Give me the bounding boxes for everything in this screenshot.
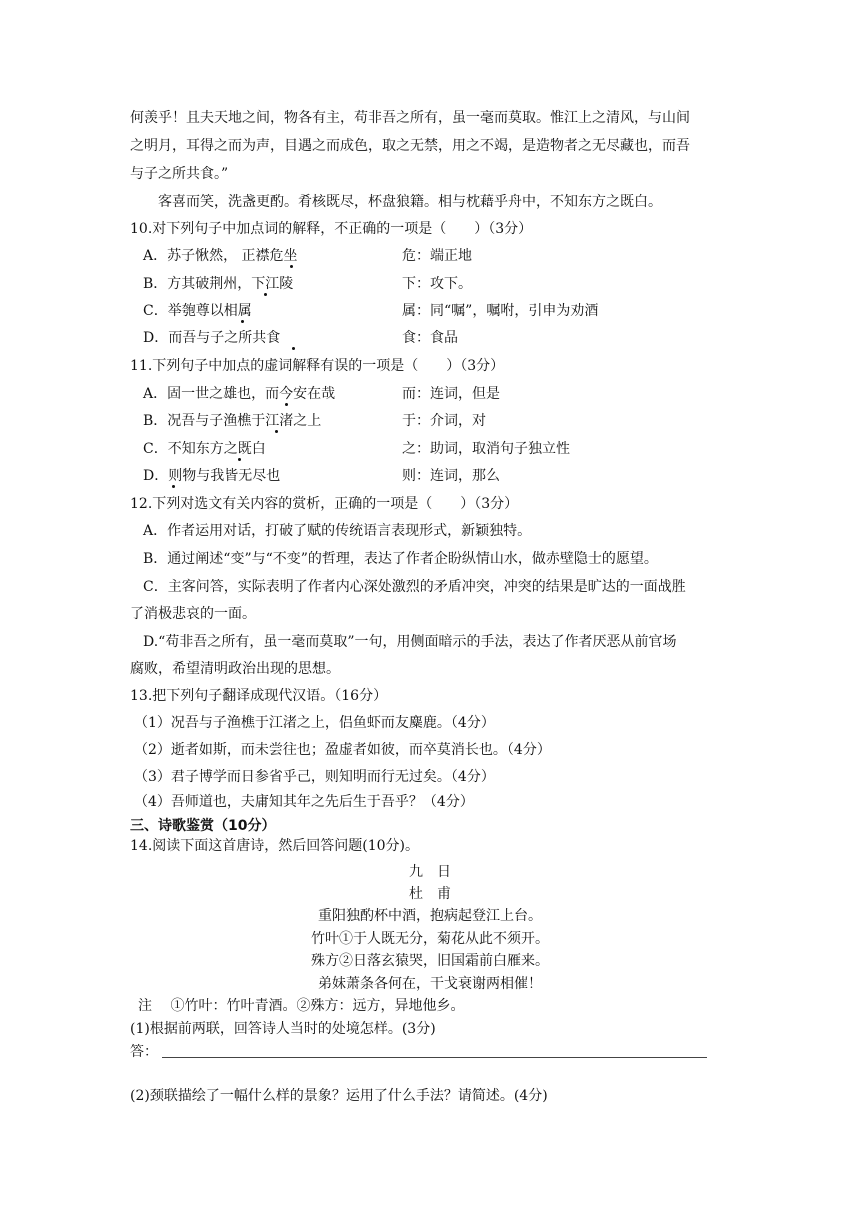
q12-option-b: B．通过阐述“变”与“不变”的哲理，表达了作者企盼纵情山水，做赤壁隐士的愿望。 <box>143 551 658 567</box>
q11-option-a: A．固一世之雄也，而今安在哉 <box>143 386 336 402</box>
emphasis-dot <box>275 430 278 433</box>
answer-line[interactable] <box>162 1057 707 1058</box>
emphasis-dot <box>290 265 293 268</box>
question-13-stem: 13.把下列句子翻译成现代汉语。（16分） <box>130 688 388 704</box>
q11-option-c: C．不知东方之既白 <box>143 441 266 457</box>
section-heading: 三、诗歌鉴赏（10分） <box>130 818 276 834</box>
q10-option-c: C．举匏尊以相属 <box>143 303 252 319</box>
q11-option-b-note: 于：介词，对 <box>402 413 486 429</box>
q11-option-c-note: 之：助词，取消句子独立性 <box>402 441 570 457</box>
q11-option-b: B．况吾与子渔樵于江渚之上 <box>143 413 322 429</box>
q10-option-a-note: 危：端正地 <box>402 248 472 264</box>
passage-line: 客喜而笑，洗盏更酌。肴核既尽，杯盘狼籍。相与枕藉乎舟中，不知东方之既白。 <box>158 194 662 210</box>
q10-option-a: A．苏子愀然， 正襟危坐 <box>143 248 298 264</box>
poem-title: 九 日 <box>409 864 451 880</box>
q10-option-b: B．方其破荆州，下江陵 <box>143 276 294 292</box>
q12-option-d: D.“苟非吾之所有，虽一毫而莫取”一句，用侧面暗示的手法，表达了作者厌恶从前官场 <box>143 634 677 650</box>
question-10-stem: 10.对下列句子中加点词的解释，不正确的一项是（ ）（3分） <box>130 221 533 237</box>
passage-line: 与子之所共食。” <box>130 166 229 182</box>
q10-option-c-note: 属：同“嘱”，嘱咐，引申为劝酒 <box>402 303 599 319</box>
q13-item: （4）吾师道也，夫庸知其年之先后生于吾乎？（4分） <box>134 794 474 810</box>
q11-option-d-note: 则：连词，那么 <box>402 468 500 484</box>
q13-item: （1）况吾与子渔樵于江渚之上，侣鱼虾而友麋鹿。（4分） <box>134 715 495 731</box>
q13-item: （2）逝者如斯，而未尝往也；盈虚者如彼，而卒莫消长也。（4分） <box>134 742 551 758</box>
question-14-stem: 14.阅读下面这首唐诗，然后回答问题(10分)。 <box>130 838 420 854</box>
poem-line: 竹叶①于人既无分，菊花从此不须开。 <box>311 931 549 947</box>
q13-item: （3）君子博学而日参省乎己，则知明而行无过矣。（4分） <box>134 769 495 785</box>
q10-option-b-note: 下：攻下。 <box>402 276 472 292</box>
passage-line: 之明月，耳得之而为声，目遇之而成色，取之无禁，用之不竭，是造物者之无尽藏也，而吾 <box>130 138 690 154</box>
q12-option-c-cont: 了消极悲哀的一面。 <box>130 606 256 622</box>
q11-option-d: D．则物与我皆无尽也 <box>143 468 281 484</box>
poem-note: 注 ①竹叶：竹叶青酒。②殊方：远方，异地他乡。 <box>138 998 465 1014</box>
q10-option-d: D．而吾与子之所共食 <box>143 330 281 346</box>
passage-line: 何羡乎！且夫天地之间，物各有主，苟非吾之所有，虽一毫而莫取。惟江上之清风，与山间 <box>130 110 690 126</box>
q10-option-d-note: 食：食品 <box>402 330 458 346</box>
question-11-stem: 11.下列句子中加点的虚词解释有误的一项是（ ）（3分） <box>130 358 505 374</box>
emphasis-dot <box>264 293 267 296</box>
emphasis-dot <box>285 403 288 406</box>
q12-option-a: A．作者运用对话，打破了赋的传统语言表现形式，新颖独特。 <box>143 523 532 539</box>
emphasis-dot <box>172 485 175 488</box>
emphasis-dot <box>292 347 295 350</box>
q14-sub-question-1: (1)根据前两联，回答诗人当时的处境怎样。(3分) <box>130 1021 436 1037</box>
answer-label: 答： <box>130 1044 158 1060</box>
q12-option-d-cont: 腐败，希望清明政治出现的思想。 <box>130 661 340 677</box>
q11-option-a-note: 而：连词，但是 <box>402 386 500 402</box>
emphasis-dot <box>238 458 241 461</box>
q12-option-c: C．主客问答，实际表明了作者内心深处激烈的矛盾冲突，冲突的结果是旷达的一面战胜 <box>143 579 686 595</box>
poem-line: 殊方②日落玄猿哭，旧国霜前白雁来。 <box>311 953 549 969</box>
poem-line: 重阳独酌杯中酒，抱病起登江上台。 <box>318 908 542 924</box>
question-12-stem: 12.下列对选文有关内容的赏析，正确的一项是（ ）（3分） <box>130 496 519 512</box>
emphasis-dot <box>241 320 244 323</box>
poem-author: 杜 甫 <box>409 886 451 902</box>
poem-line: 弟妹萧条各何在，干戈衰谢两相催！ <box>318 976 542 992</box>
q14-sub-question-2: (2)颈联描绘了一幅什么样的景象？运用了什么手法？请简述。(4分) <box>130 1088 548 1104</box>
